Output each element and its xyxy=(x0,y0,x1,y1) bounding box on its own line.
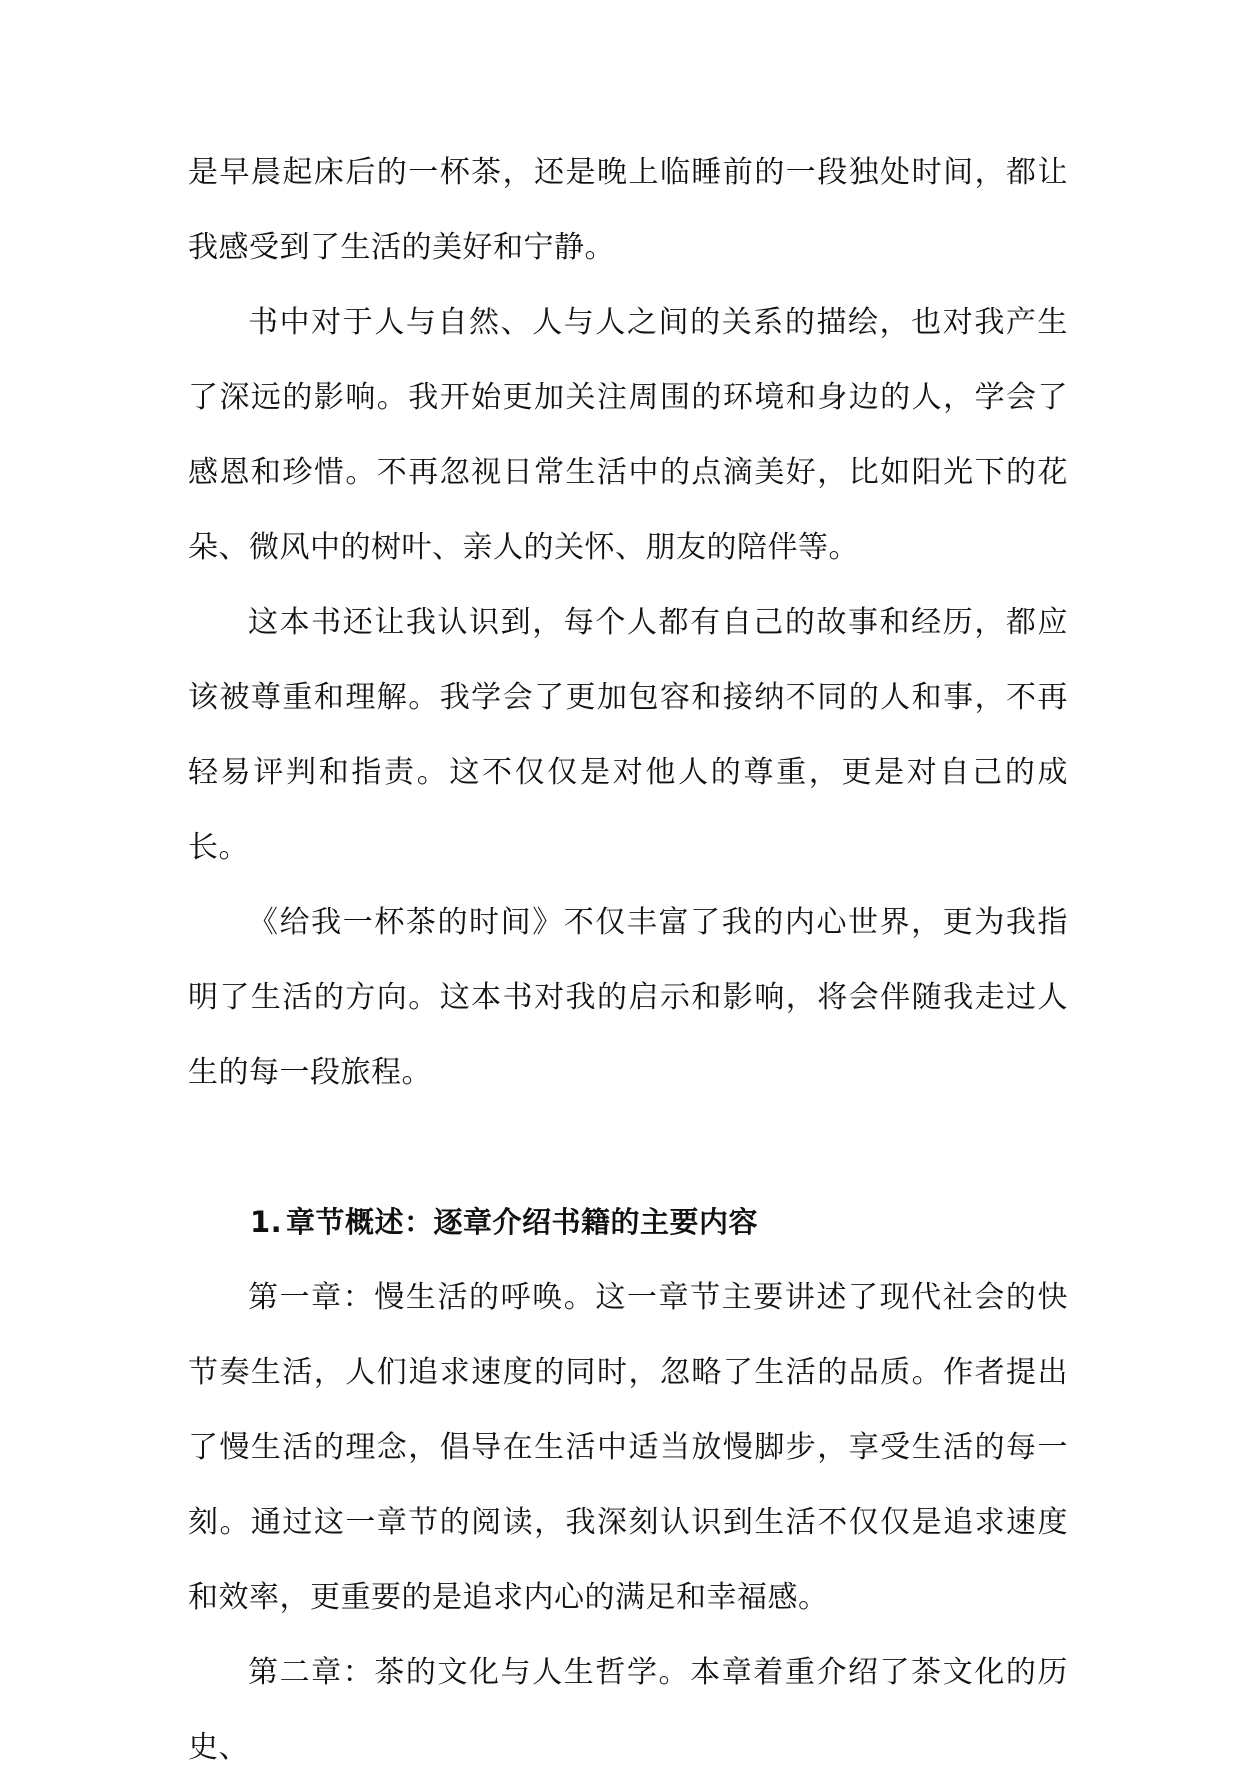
paragraph-nature-relations: 书中对于人与自然、人与人之间的关系的描绘，也对我产生了深远的影响。我开始更加关注周围的环境和身边的人，学会了感恩和珍惜。不再忽视日常生活中的点滴美好，比如阳光下的花朵、微风中的树叶、亲人的关怀、朋友的陪伴等。 xyxy=(188,305,1068,565)
section-heading xyxy=(188,1110,1068,1260)
section-title: 章节概述：逐章介绍书籍的主要内容 xyxy=(286,1205,759,1239)
paragraph-chapter-one: 第一章：慢生活的呼唤。这一章节主要讲述了现代社会的快节奏生活，人们追求速度的同时，忽略了生活的品质。作者提出了慢生活的理念，倡导在生活中适当放慢脚步，享受生活的每一刻。通过这一章节的阅读，我深刻认识到生活不仅仅是追求速度和效率，更重要的是追求内心的满足和幸福感。 xyxy=(188,1280,1068,1615)
document-body xyxy=(188,135,1068,1785)
section-number: 1. xyxy=(250,1205,283,1239)
paragraph-continuation: 是早晨起床后的一杯茶，还是晚上临睡前的一段独处时间，都让我感受到了生活的美好和宁静。 xyxy=(188,155,1068,265)
paragraph-book-impact: 《给我一杯茶的时间》不仅丰富了我的内心世界，更为我指明了生活的方向。这本书对我的启示和影响，将会伴随我走过人生的每一段旅程。 xyxy=(188,905,1068,1090)
paragraph-respect-understanding: 这本书还让我认识到，每个人都有自己的故事和经历，都应该被尊重和理解。我学会了更加包容和接纳不同的人和事，不再轻易评判和指责。这不仅仅是对他人的尊重，更是对自己的成长。 xyxy=(188,605,1068,865)
paragraph-chapter-two: 第二章：茶的文化与人生哲学。本章着重介绍了茶文化的历史、 xyxy=(188,1655,1068,1765)
